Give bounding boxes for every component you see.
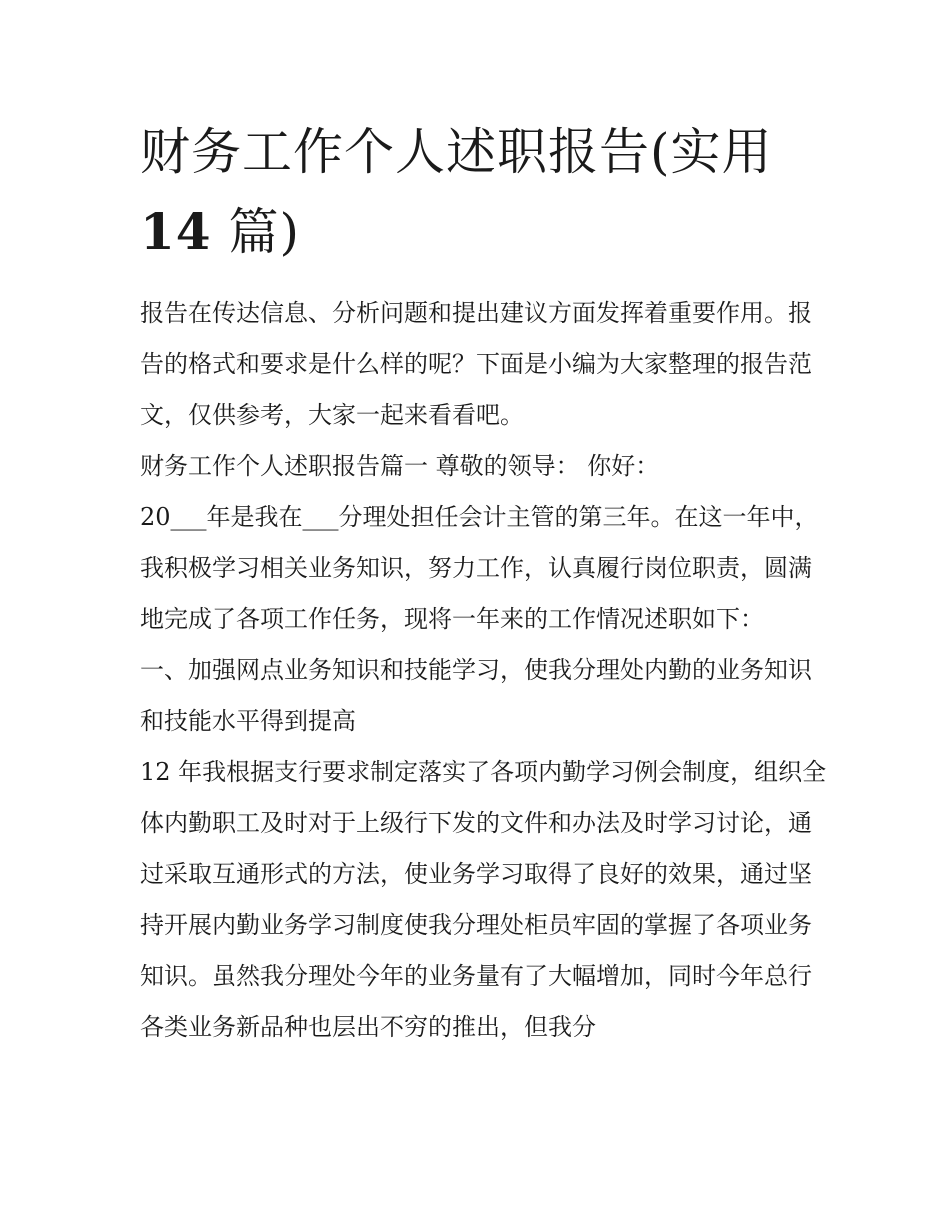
opening-paragraph: 20___年是我在___分理处担任会计主管的第三年。在这一年中，我积极学习相关业务知识，努力工作，认真履行岗位职责，圆满地完成了各项工作任务，现将一年来的工作情况述职如下：: [140, 503, 819, 633]
greeting-paragraph: 财务工作个人述职报告篇一 尊敬的领导： 你好：: [140, 452, 660, 480]
title-line-1: 财务工作个人述职报告(实用: [140, 123, 773, 181]
section-heading-1: 一、加强网点业务知识和技能学习，使我分理处内勤的业务知识和技能水平得到提高: [140, 656, 812, 735]
document-body: [140, 288, 830, 1053]
title-suffix: 篇): [211, 203, 300, 261]
document-page: [140, 112, 830, 1053]
intro-paragraph: 报告在传达信息、分析问题和提出建议方面发挥着重要作用。报告的格式和要求是什么样的呢？下面是小编为大家整理的报告范文，仅供参考，大家一起来看看吧。: [140, 299, 812, 429]
section-body-1: 12 年我根据支行要求制定落实了各项内勤学习例会制度，组织全体内勤职工及时对于上级行下发的文件和办法及时学习讨论，通过采取互通形式的方法，使业务学习取得了良好的效果，通过坚持开展内勤业务学习制度使我分理处柜员牢固的掌握了各项业务知识。虽然我分理处今年的业务量有了大幅增加，同时今年总行各类业务新品种也层出不穷的推出，但我分: [140, 758, 827, 1041]
document-title: [140, 112, 830, 272]
title-number: 14: [140, 202, 212, 261]
